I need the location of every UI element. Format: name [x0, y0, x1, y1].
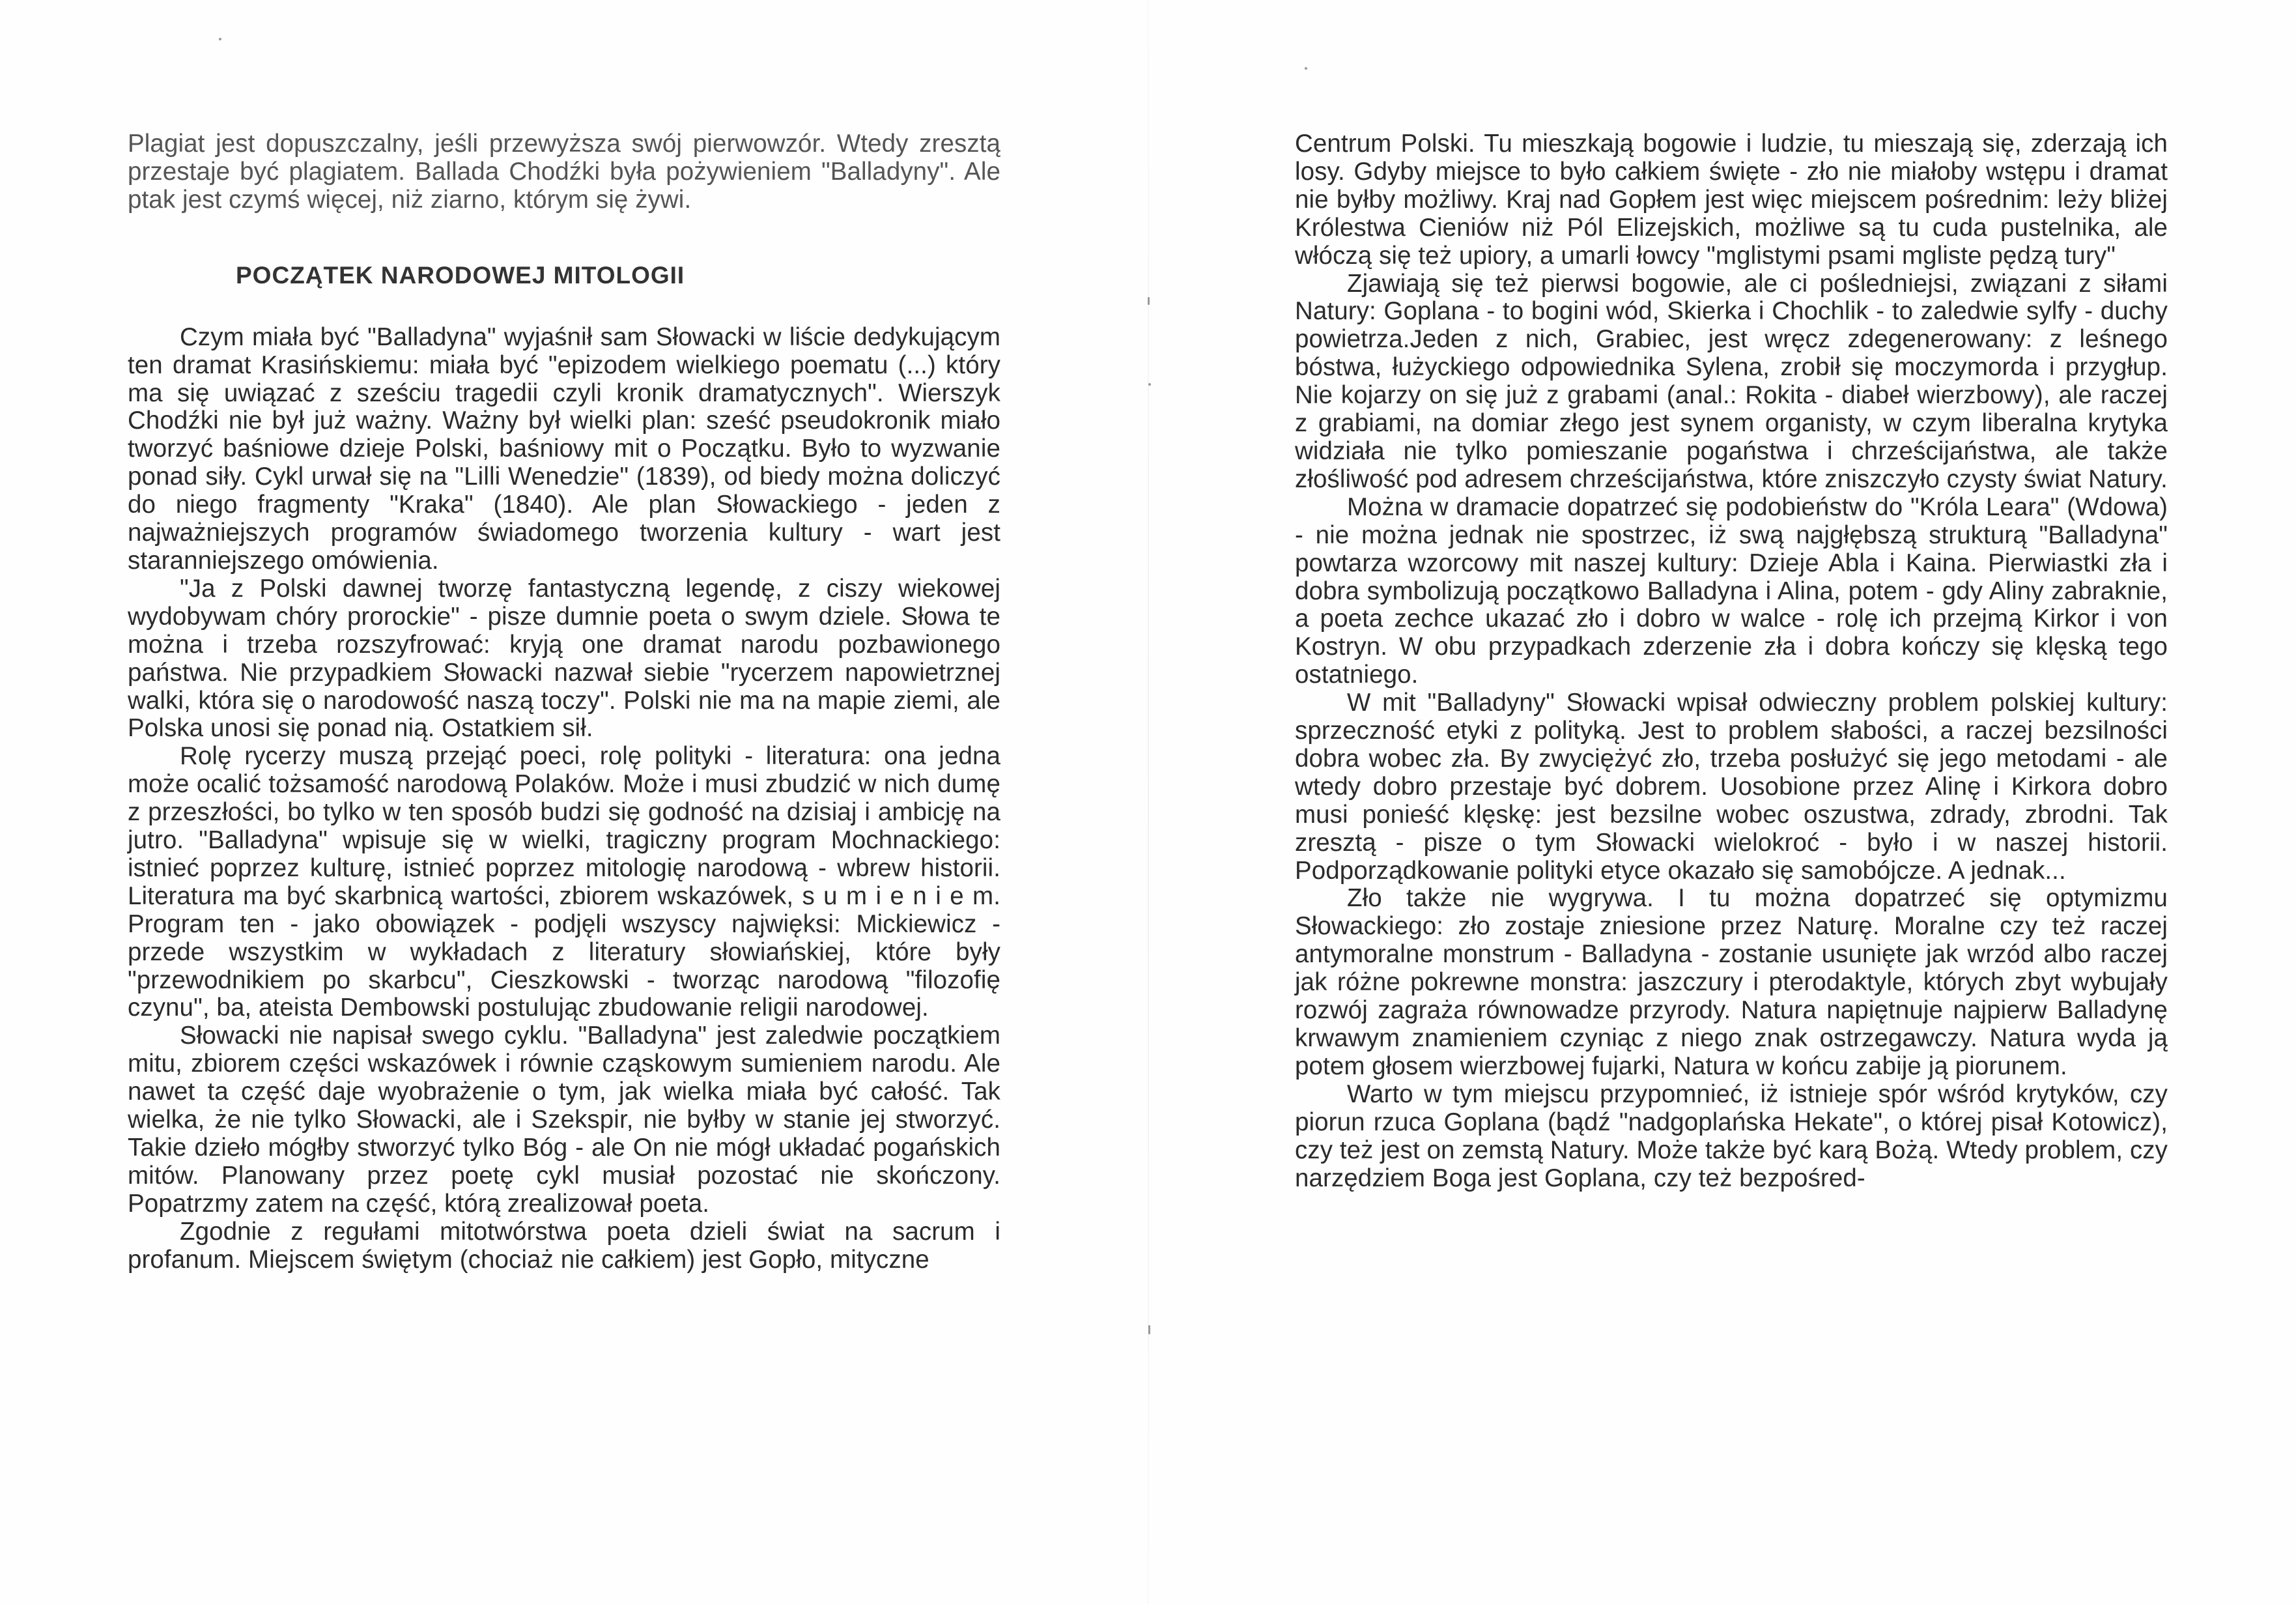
section-heading: POCZĄTEK NARODOWEJ MITOLOGII	[236, 261, 685, 289]
scan-speck	[1148, 297, 1150, 305]
scan-speck	[1148, 383, 1151, 386]
right-paragraph: Można w dramacie dopatrzeć się podobieństw do "Króla Leara" (Wdowa) - nie można jednak nie spostrzec, iż swą najgłębszą strukturą "Balladyna" powtarza wzorcowy mit naszej kultury: Dzieje Abla i Kaina. Pierwiastki zła i dobra symbolizują początkowo Balladyna i Alina, potem - gdy Aliny zabraknie, a poeta zechce ukazać zło i dobro w walce - rolę ich przejmą Kirkor i von Kostryn. W obu przypadkach zderzenie zła i dobra kończy się klęską tego ostatniego.	[1295, 493, 2168, 689]
page-gutter	[1148, 0, 1149, 1604]
right-paragraph: Zło także nie wygrywa. I tu można dopatrzeć się optymizmu Słowackiego: zło zostaje zniesione przez Naturę. Moralne czy też raczej antymoralne monstrum - Balladyna - zostanie usunięte jak wrzód albo raczej jak różne pokrewne monstra: jaszczury i pterodaktyle, których zbyt wybujały rozwój zagraża równowadze przyrody. Natura napiętnuje najpierw Balladynę krwawym znamieniem czyniąc z niego znak ostrzegawczy. Natura wyda ją potem głosem wierzbowej fujarki, Natura w końcu zabije ją piorunem.	[1295, 884, 2168, 1080]
left-paragraph: Czym miała być "Balladyna" wyjaśnił sam Słowacki w liście dedykującym ten dramat Krasińskiemu: miała być "epizodem wielkiego poematu (...) który ma się uwiązać z sześciu tragedii czyli kronik dramatycznych". Wierszyk Chodźki nie był już ważny. Ważny był wielki plan: sześć pseudokronik miało tworzyć baśniowe dzieje Polski, baśniowy mit o Początku. Było to wyzwanie ponad siły. Cykl urwał się na "Lilli Wenedzie" (1839), od biedy można doliczyć do niego fragmenty "Kraka" (1840). Ale plan Słowackiego - jeden z najważniejszych programów świadomego tworzenia kultury - wart jest staranniejszego omówienia.	[128, 322, 1000, 575]
left-paragraph: Rolę rycerzy muszą przejąć poeci, rolę polityki - literatura: ona jedna może ocalić tożsamość narodową Polaków. Może i musi zbudzić w nich dumę z przeszłości, bo tylko w ten sposób budzi się godność na dzisiaj i ambicję na jutro. "Balladyna" wpisuje się w wielki, tragiczny program Mochnackiego: istnieć poprzez kulturę, istnieć poprzez mitologię narodową - wbrew historii. Literatura ma być skarbnicą wartości, zbiorem wskazówek, s u m i e n i e m. Program ten - jako obowiązek - podjęli wszyscy najwięksi: Mickiewicz - przede wszystkim w wykładach z literatury słowiańskiej, które były "przewodnikiem po skarbcu", Cieszkowski - tworząc narodową "filozofię czynu", ba, ateista Dembowski postulując zbudowanie religii narodowej.	[128, 742, 1000, 1022]
scan-speck	[219, 38, 221, 40]
right-page	[1295, 130, 2168, 1192]
left-paragraph: Słowacki nie napisał swego cyklu. "Balladyna" jest zaledwie początkiem mitu, zbiorem części wskazówek i równie cząskowym sumieniem narodu. Ale nawet ta część daje wyobrażenie o tym, jak wielka miała być całość. Tak wielka, że nie tylko Słowacki, ale i Szekspir, nie byłby w stanie jej stworzyć. Takie dzieło mógłby stworzyć tylko Bóg - ale On nie mógł układać pogańskich mitów. Planowany przez poetę cykl musiał pozostać nie skończony. Popatrzmy zatem na część, którą zrealizował poeta.	[128, 1022, 1000, 1218]
scan-speck	[1148, 1325, 1150, 1334]
right-paragraph: Warto w tym miejscu przypomnieć, iż istnieje spór wśród krytyków, czy piorun rzuca Goplana (bądź "nadgoplańska Hekate", o której pisał Kotowicz), czy też jest on zemstą Natury. Może także być karą Bożą. Wtedy problem, czy narzędziem Boga jest Goplana, czy też bezpośred-	[1295, 1080, 2168, 1192]
left-opening-paragraph: Plagiat jest dopuszczalny, jeśli przewyższa swój pierwowzór. Wtedy zresztą przestaje być plagiatem. Ballada Chodźki była pożywieniem "Balladyny". Ale ptak jest czymś więcej, niż ziarno, którym się żywi.	[128, 130, 1000, 214]
left-paragraph: Zgodnie z regułami mitotwórstwa poeta dzieli świat na sacrum i profanum. Miejscem świętym (chociaż nie całkiem) jest Gopło, mityczne	[128, 1217, 1000, 1274]
left-paragraph: "Ja z Polski dawnej tworzę fantastyczną legendę, z ciszy wiekowej wydobywam chóry prorockie" - pisze dumnie poeta o swym dziele. Słowa te można i trzeba rozszyfrować: kryją one dramat narodu pozbawionego państwa. Nie przypadkiem Słowacki nazwał siebie "rycerzem napowietrznej walki, która się o narodowość naszą toczy". Polski nie ma na mapie ziemi, ale Polska unosi się ponad nią. Ostatkiem sił.	[128, 574, 1000, 743]
left-page	[128, 130, 1000, 1274]
right-paragraph: W mit "Balladyny" Słowacki wpisał odwieczny problem polskiej kultury: sprzeczność etyki z polityką. Jest to problem słabości, a raczej bezsilności dobra wobec zła. By zwyciężyć zło, trzeba posłużyć się jego metodami - ale wtedy dobro przestaje być dobrem. Uosobione przez Alinę i Kirkora dobro musi ponieść klęskę: jest bezsilne wobec oszustwa, zdrady, zbrodni. Tak zresztą - pisze o tym Słowacki wielokroć - było i w naszej historii. Podporządkowanie polityki etyce okazało się samobójcze. A jednak...	[1295, 689, 2168, 885]
right-opening-paragraph: Centrum Polski. Tu mieszkają bogowie i ludzie, tu mieszają się, zderzają ich losy. Gdyby miejsce to było całkiem święte - zło nie miałoby wstępu i dramat nie byłby możliwy. Kraj nad Gopłem jest więc miejscem pośrednim: leży bliżej Królestwa Cieniów niż Pól Elizejskich, możliwe są tu cuda pustelnika, ale włóczą się też upiory, a umarli łowcy "mglistymi psami mgliste pędzą tury"	[1295, 130, 2168, 270]
scan-speck	[1305, 67, 1307, 70]
right-paragraph: Zjawiają się też pierwsi bogowie, ale ci pośledniejsi, związani z siłami Natury: Goplana - to bogini wód, Skierka i Chochlik - to zaledwie sylfy - duchy powietrza.Jeden z nich, Grabiec, jest wręcz zdegenerowany: z leśnego bóstwa, łużyckiego odpowiednika Sylena, zrobił się moczymorda i przygłup. Nie kojarzy on się już z grabami (anal.: Rokita - diabeł wierzbowy), ale raczej z grabiami, na domiar złego jest synem organisty, w czym liberalna krytyka widziała nie tylko pomieszanie pogaństwa i chrześcijaństwa, ale także złośliwość pod adresem chrześcijaństwa, które zniszczyło czysty świat Natury.	[1295, 269, 2168, 493]
